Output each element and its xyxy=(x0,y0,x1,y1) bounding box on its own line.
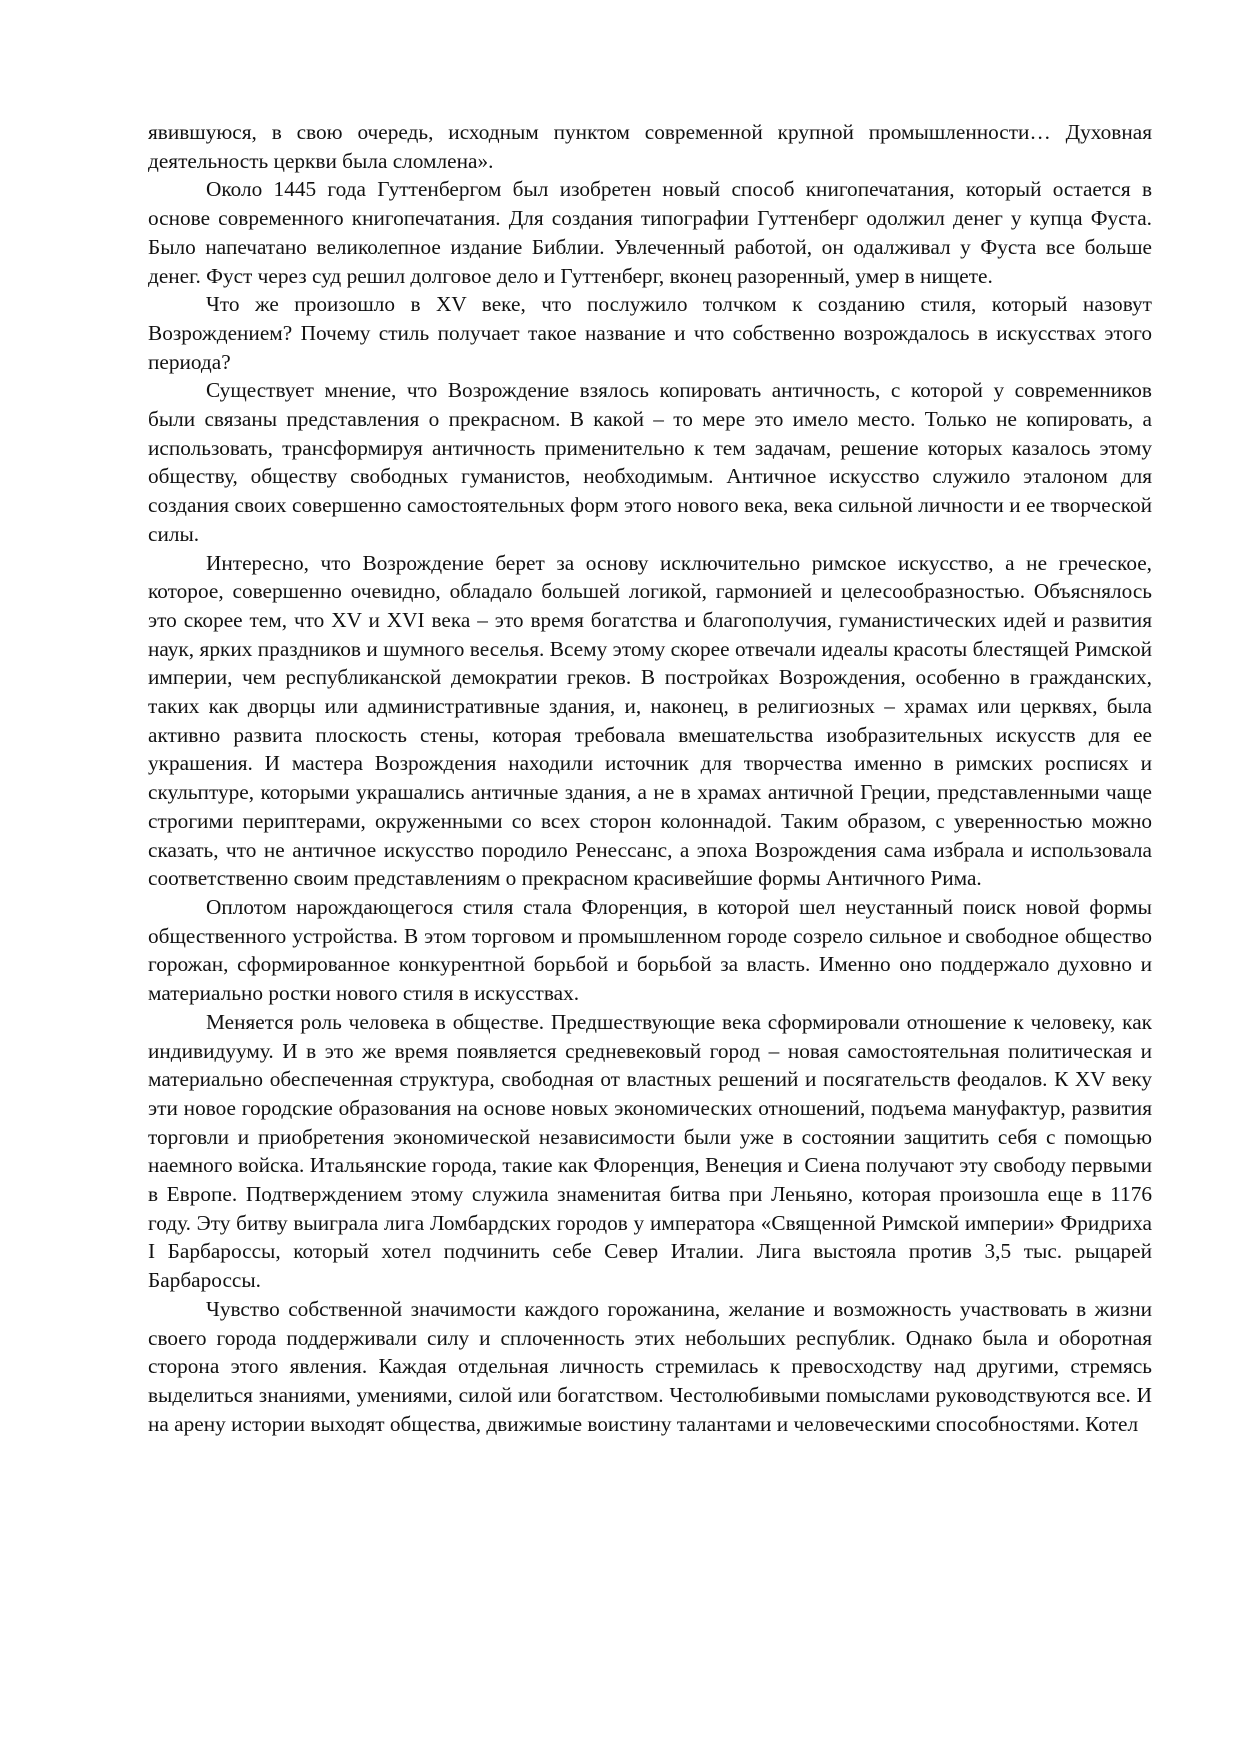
paragraph-roman-art: Интересно, что Возрождение берет за основу исключительно римское искусство, а не греческое, которое, совершенно очевидно, обладало большей логикой, гармонией и целесообразностью. Объяснялось это скорее тем, что XV и XVI века – это время богатства и благополучия, гуманистических идей и развития наук, ярких праздников и шумного веселья. Всему этому скорее отвечали идеалы красоты блестящей Римской империи, чем республиканской демократии греков. В постройках Возрождения, особенно в гражданских, таких как дворцы или административные здания, и, наконец, в религиозных – храмах или церквях, была активно развита плоскость стены, которая требовала вмешательства изобразительных искусств для ее украшения. И мастера Возрождения находили источник для творчества именно в римских росписях и скульптуре, которыми украшались античные здания, а не в храмах античной Греции, представленными чаще строгими периптерами, окруженными со всех сторон колоннадой. Таким образом, с уверенностью можно сказать, что не античное искусство породило Ренессанс, а эпоха Возрождения сама избрала и использовала соответственно своим представлениям о прекрасном красивейшие формы Античного Рима. xyxy=(148,550,1152,891)
paragraph-citizen-significance: Чувство собственной значимости каждого горожанина, желание и возможность участвовать в жизни своего города поддерживали силу и сплоченность этих небольших республик. Однако была и оборотная сторона этого явления. Каждая отдельная личность стремилась к превосходству над другими, стремясь выделиться знаниями, умениями, силой или богатством. Честолюбивыми помыслами руководствуются все. И на арену истории выходят общества, движимые воистину талантами и человеческими способностями. Котел xyxy=(148,1296,1152,1436)
document-page xyxy=(148,118,1152,1438)
paragraph-continued: явившуюся, в свою очередь, исходным пунктом современной крупной промышленности… Духовная деятельность церкви была сломлена». xyxy=(148,120,1152,173)
paragraph-guttenberg: Около 1445 года Гуттенбергом был изобретен новый способ книгопечатания, который остается в основе современного книгопечатания. Для создания типографии Гуттенберг одолжил денег у купца Фуста. Было напечатано великолепное издание Библии. Увлеченный работой, он одалживал у Фуста все больше денег. Фуст через суд решил долговое дело и Гуттенберг, вконец разоренный, умер в нищете. xyxy=(148,177,1152,288)
paragraph-xv-century-question: Что же произошло в XV веке, что послужило толчком к созданию стиля, который назовут Возрождением? Почему стиль получает такое название и что собственно возрождалось в искусствах этого периода? xyxy=(148,292,1152,374)
paragraph-antiquity-opinion: Существует мнение, что Возрождение взялось копировать античность, с которой у современников были связаны представления о прекрасном. В какой – то мере это имело место. Только не копировать, а использовать, трансформируя античность применительно к тем задачам, решение которых казалось этому обществу, обществу свободных гуманистов, необходимым. Античное искусство служило эталоном для создания своих совершенно самостоятельных форм этого нового века, века сильной личности и ее творческой силы. xyxy=(148,378,1152,546)
paragraph-florence: Оплотом нарождающегося стиля стала Флоренция, в которой шел неустанный поиск новой формы общественного устройства. В этом торговом и промышленном городе созрело сильное и свободное общество горожан, сформированное конкурентной борьбой и борьбой за власть. Именно оно поддержало духовно и материально ростки нового стиля в искусствах. xyxy=(148,894,1152,1006)
paragraph-role-of-man: Меняется роль человека в обществе. Предшествующие века сформировали отношение к человеку, как индивидууму. И в это же время появляется средневековый город – новая самостоятельная политическая и материально обеспеченная структура, свободная от властных решений и посягательств феодалов. К XV веку эти новое городские образования на основе новых экономических отношений, подъема мануфактур, развития торговли и приобретения экономической независимости были уже в состоянии защитить себя с помощью наемного войска. Итальянские города, такие как Флоренция, Венеция и Сиена получают эту свободу первыми в Европе. Подтверждением этому служила знаменитая битва при Леньяно, которая произошла еще в 1176 году. Эту битву выиграла лига Ломбардских городов у императора «Священной Римской империи» Фридриха I Барбароссы, который хотел подчинить себе Север Италии. Лига выстояла против 3,5 тыс. рыцарей Барбароссы. xyxy=(148,1009,1152,1293)
